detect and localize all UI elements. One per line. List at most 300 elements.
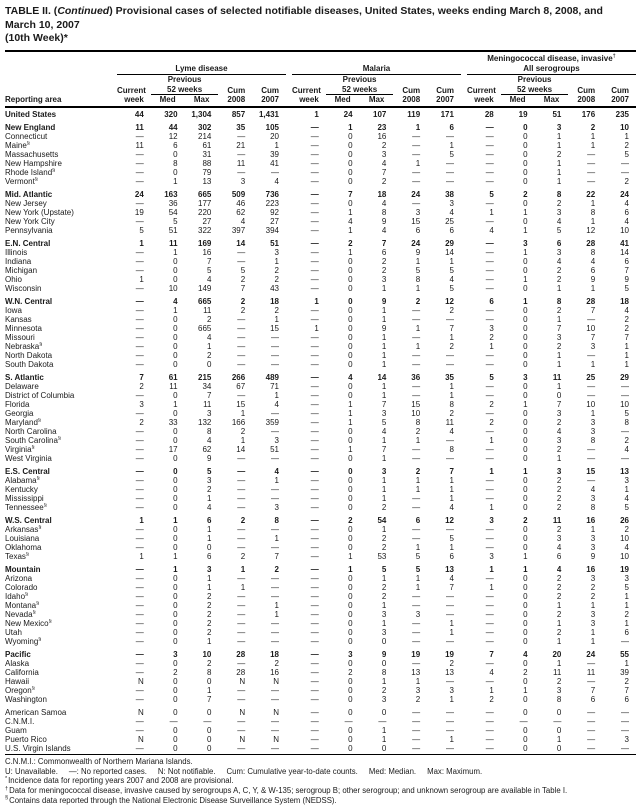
value-cell: 0: [173, 636, 178, 646]
table-row: [5, 315, 636, 324]
footnote-cnmi: C.N.M.I.: Commonwealth of Northern Mariana Islands.: [5, 756, 193, 766]
value-cell: 2: [523, 189, 528, 199]
value-cell: 0: [348, 350, 353, 360]
reporting-area-cell: New York City: [5, 216, 55, 226]
value-cell: —: [270, 725, 279, 735]
value-cell: —: [237, 466, 246, 476]
value-cell: —: [310, 582, 319, 592]
value-cell: 1: [556, 359, 562, 369]
value-cell: 51: [535, 107, 569, 119]
value-cell: 0: [173, 658, 178, 668]
value-cell: —: [485, 350, 494, 360]
value-cell: 71: [270, 381, 279, 391]
table-row: [5, 744, 636, 755]
reporting-area-cell: District of Columbia: [5, 390, 75, 400]
value-cell: 1: [274, 314, 279, 324]
value-cell: 1: [274, 600, 279, 610]
footnote-marked-lines: [5, 776, 636, 805]
table-row: [5, 248, 636, 257]
table-row: [5, 293, 636, 306]
value-cell: 7: [449, 582, 454, 592]
value-cell: 4: [449, 426, 454, 436]
value-cell: —: [485, 176, 494, 186]
value-cell: 3: [590, 618, 596, 628]
footnote-abbrev-item: Cum: Cumulative year-to-date counts.: [226, 766, 358, 776]
table-row: [5, 601, 636, 610]
value-cell: —: [485, 636, 494, 646]
value-cell: —: [310, 658, 319, 668]
value-cell: 2: [556, 609, 562, 619]
value-cell: —: [270, 493, 279, 503]
value-cell: —: [412, 627, 421, 637]
value-cell: 2: [381, 176, 387, 186]
value-cell: 19: [411, 649, 421, 659]
value-cell: 2: [556, 149, 562, 159]
value-cell: 0: [348, 725, 353, 735]
value-cell: 119: [393, 107, 427, 119]
value-cell: 4: [274, 176, 279, 186]
table-row: [5, 168, 636, 177]
value-cell: 1: [449, 484, 454, 494]
value-cell: 3: [173, 649, 178, 659]
value-cell: —: [310, 417, 319, 427]
value-cell: 8: [590, 435, 596, 445]
value-cell: 2: [556, 198, 562, 208]
value-cell: 16: [202, 247, 212, 257]
value-cell: 8: [556, 296, 562, 306]
value-cell: 665: [198, 323, 212, 333]
value-cell: —: [485, 247, 494, 257]
value-cell: 1: [381, 475, 387, 485]
value-cell: 3: [624, 734, 629, 744]
table-row: [5, 427, 636, 436]
value-cell: 0: [523, 359, 528, 369]
value-cell: 5: [489, 372, 494, 382]
value-cell: 0: [348, 296, 353, 306]
value-cell: 1: [415, 484, 421, 494]
value-cell: 0: [523, 582, 528, 592]
value-cell: 1: [523, 551, 528, 561]
value-cell: —: [237, 131, 246, 141]
value-cell: 61: [202, 140, 212, 150]
value-cell: N: [273, 707, 279, 717]
value-cell: —: [587, 716, 596, 726]
value-cell: —: [310, 600, 319, 610]
value-cell: 3: [381, 408, 387, 418]
value-cell: 13: [411, 667, 421, 677]
value-cell: —: [587, 725, 596, 735]
value-cell: 0: [173, 685, 178, 695]
value-cell: 1: [173, 247, 178, 257]
reporting-area-cell: Illinois: [5, 247, 28, 257]
value-cell: 4: [624, 493, 629, 503]
value-cell: 10: [620, 533, 629, 543]
value-cell: 0: [326, 744, 360, 755]
value-cell: 7: [348, 189, 353, 199]
value-cell: 2: [556, 676, 562, 686]
value-cell: 0: [523, 426, 528, 436]
value-cell: 1: [274, 140, 279, 150]
value-cell: 5: [415, 564, 421, 574]
value-cell: 2: [206, 658, 212, 668]
value-cell: —: [485, 167, 494, 177]
value-cell: —: [237, 453, 246, 463]
value-cell: —: [485, 158, 494, 168]
reporting-area-cell: Kentucky: [5, 484, 38, 494]
value-cell: 4: [206, 274, 212, 284]
value-cell: 302: [198, 122, 212, 132]
value-cell: —: [310, 484, 319, 494]
value-cell: 2: [624, 176, 629, 186]
value-cell: —: [445, 167, 454, 177]
value-cell: 0: [523, 609, 528, 619]
value-cell: —: [445, 359, 454, 369]
value-cell: N: [273, 676, 279, 686]
value-cell: 2: [206, 591, 212, 601]
value-cell: 0: [173, 694, 178, 704]
value-cell: 0: [173, 725, 178, 735]
value-cell: N: [138, 676, 144, 686]
value-cell: 4: [449, 573, 454, 583]
value-cell: 2: [240, 274, 246, 284]
previous-52-weeks-header: Previous 52 weeks: [326, 75, 394, 95]
value-cell: 28: [586, 296, 596, 306]
value-cell: 29: [445, 238, 454, 248]
value-cell: —: [270, 591, 279, 601]
value-cell: 6: [449, 225, 454, 235]
value-cell: —: [310, 609, 319, 619]
value-cell: 0: [523, 283, 528, 293]
value-cell: —: [445, 676, 454, 686]
table-row: [5, 574, 636, 583]
value-cell: 0: [173, 533, 178, 543]
value-cell: 1: [139, 238, 144, 248]
value-cell: —: [310, 158, 319, 168]
value-cell: 8: [590, 207, 596, 217]
value-cell: 11: [586, 667, 596, 677]
value-cell: —: [485, 359, 494, 369]
value-cell: 1: [348, 551, 353, 561]
value-cell: 0: [523, 524, 528, 534]
value-cell: 11: [552, 372, 562, 382]
value-cell: 2: [556, 484, 562, 494]
reporting-area-cell: Wyoming§: [5, 636, 42, 646]
value-cell: 3: [590, 417, 596, 427]
value-cell: 2: [206, 314, 212, 324]
value-cell: 0: [173, 609, 178, 619]
value-cell: 11: [203, 399, 212, 409]
value-cell: —: [135, 533, 144, 543]
value-cell: —: [310, 314, 319, 324]
footnote-abbrev-item: —: No reported cases.: [68, 766, 147, 776]
value-cell: 4: [556, 256, 562, 266]
value-cell: 1: [415, 542, 421, 552]
reporting-area-cell: Iowa: [5, 305, 22, 315]
footnote-abbrev-item: U: Unavailable.: [5, 766, 58, 776]
value-cell: —: [412, 305, 421, 315]
value-cell: —: [135, 305, 144, 315]
value-cell: 0: [523, 533, 528, 543]
value-cell: —: [310, 466, 319, 476]
value-cell: 4: [381, 198, 387, 208]
table-row: [5, 235, 636, 248]
value-cell: —: [135, 216, 144, 226]
previous-52-weeks-header: Previous 52 weeks: [501, 75, 569, 95]
value-cell: 1: [381, 283, 387, 293]
value-cell: 28: [467, 107, 501, 119]
value-cell: 0: [348, 502, 353, 512]
value-cell: 6: [624, 256, 629, 266]
value-cell: —: [270, 426, 279, 436]
value-cell: —: [621, 453, 629, 463]
value-cell: 28: [236, 649, 246, 659]
value-cell: —: [135, 685, 144, 695]
value-cell: 2: [556, 524, 562, 534]
value-cell: 0: [523, 332, 528, 342]
reporting-area-cell: Oklahoma: [5, 542, 42, 552]
value-cell: 6: [556, 551, 562, 561]
value-cell: 0: [523, 725, 528, 735]
value-cell: —: [587, 167, 596, 177]
value-cell: —: [412, 359, 421, 369]
value-cell: —: [270, 618, 279, 628]
value-cell: 3: [415, 609, 421, 619]
reporting-area-cell: New Hampshire: [5, 158, 62, 168]
value-cell: —: [310, 627, 319, 637]
table-row: [5, 726, 636, 735]
table-row: [5, 159, 636, 168]
value-cell: 0: [348, 600, 353, 610]
value-cell: —: [310, 207, 319, 217]
value-cell: 22: [586, 189, 596, 199]
value-cell: 0: [348, 176, 353, 186]
value-cell: 2: [556, 475, 562, 485]
value-cell: 1: [556, 158, 562, 168]
value-cell: 0: [173, 341, 178, 351]
value-cell: —: [485, 609, 494, 619]
value-cell: 2: [381, 542, 387, 552]
value-cell: 0: [348, 426, 353, 436]
value-cell: —: [135, 158, 144, 168]
table-body: [5, 107, 636, 755]
table-row: [5, 141, 636, 150]
value-cell: 1: [624, 131, 629, 141]
footnote-line: †Data for meningococcal disease, invasive caused by serogroups A, C, Y, & W-135; serogroup B; other serogroup; and unknown serogroup are available in Table I.: [5, 785, 568, 796]
med-header: Med: [334, 95, 351, 105]
value-cell: 19: [501, 107, 535, 119]
value-cell: 0: [173, 426, 178, 436]
value-cell: 1: [173, 305, 178, 315]
value-cell: —: [344, 716, 353, 726]
table-header: [5, 51, 636, 107]
value-cell: 223: [265, 198, 279, 208]
value-cell: 1: [556, 131, 562, 141]
value-cell: 1: [523, 685, 528, 695]
value-cell: 1: [449, 734, 454, 744]
value-cell: —: [445, 716, 454, 726]
reporting-area-cell: Nevada§: [5, 609, 36, 619]
value-cell: 7: [240, 283, 246, 293]
value-cell: 14: [236, 238, 246, 248]
value-cell: 0: [173, 676, 178, 686]
value-cell: 132: [198, 417, 212, 427]
value-cell: 1: [274, 475, 279, 485]
value-cell: —: [412, 198, 421, 208]
reporting-area-cell: Arizona: [5, 573, 33, 583]
value-cell: 7: [590, 305, 596, 315]
value-cell: 4: [489, 667, 494, 677]
table-row: [5, 333, 636, 342]
value-cell: 5: [415, 551, 421, 561]
current-week-header: Current week: [117, 85, 146, 105]
value-cell: 0: [173, 323, 178, 333]
value-cell: —: [310, 636, 319, 646]
reporting-area-cell: North Dakota: [5, 350, 53, 360]
value-cell: 1: [348, 207, 353, 217]
value-cell: 14: [620, 247, 629, 257]
value-cell: 6: [449, 122, 454, 132]
value-cell: —: [412, 176, 421, 186]
value-cell: 0: [206, 707, 212, 717]
value-cell: —: [485, 618, 494, 628]
table-row: [5, 552, 636, 561]
value-cell: 3: [556, 435, 562, 445]
value-cell: 0: [173, 493, 178, 503]
value-cell: 0: [173, 390, 178, 400]
value-cell: —: [310, 676, 319, 686]
value-cell: 5: [173, 216, 178, 226]
table-row: [5, 695, 636, 704]
value-cell: —: [135, 609, 144, 619]
value-cell: 397: [231, 225, 246, 235]
value-cell: 2: [556, 417, 562, 427]
value-cell: 1: [348, 408, 353, 418]
value-cell: 29: [620, 372, 629, 382]
value-cell: 0: [173, 484, 178, 494]
value-cell: —: [445, 350, 454, 360]
value-cell: —: [445, 314, 454, 324]
value-cell: —: [310, 372, 319, 382]
value-cell: —: [485, 533, 494, 543]
value-cell: —: [485, 381, 494, 391]
value-cell: 1: [381, 381, 387, 391]
value-cell: 1: [489, 341, 494, 351]
value-cell: 3: [556, 122, 562, 132]
value-cell: 1: [556, 314, 562, 324]
value-cell: 0: [173, 600, 178, 610]
reporting-area-cell: Pacific: [5, 649, 31, 659]
value-cell: 67: [236, 381, 246, 391]
value-cell: 3: [381, 466, 387, 476]
value-cell: 0: [523, 167, 528, 177]
value-cell: —: [485, 524, 494, 534]
value-cell: 0: [348, 453, 353, 463]
reporting-area-cell: Florida: [5, 399, 30, 409]
value-cell: 1: [206, 493, 212, 503]
value-cell: 7: [381, 399, 387, 409]
value-cell: 0: [348, 435, 353, 445]
value-cell: 0: [348, 341, 353, 351]
value-cell: —: [412, 314, 421, 324]
value-cell: —: [135, 667, 144, 677]
value-cell: 4: [556, 426, 562, 436]
value-cell: 1,304: [185, 107, 219, 119]
value-cell: 1: [381, 332, 387, 342]
value-cell: 3: [206, 408, 212, 418]
value-cell: 2: [590, 582, 596, 592]
reporting-area-cell: E.S. Central: [5, 466, 50, 476]
value-cell: —: [237, 694, 246, 704]
value-cell: —: [412, 600, 421, 610]
value-cell: 7: [206, 694, 212, 704]
value-cell: 10: [620, 225, 629, 235]
value-cell: 1: [240, 435, 246, 445]
value-cell: —: [412, 725, 421, 735]
value-cell: 2: [274, 265, 279, 275]
value-cell: 1: [415, 122, 421, 132]
value-cell: 8: [415, 417, 421, 427]
value-cell: —: [412, 493, 421, 503]
value-cell: —: [270, 573, 279, 583]
value-cell: 0: [523, 694, 528, 704]
value-cell: —: [485, 314, 494, 324]
value-cell: 0: [173, 149, 178, 159]
value-cell: 0: [523, 658, 528, 668]
value-cell: —: [310, 725, 319, 735]
reporting-area-cell: Mississippi: [5, 493, 44, 503]
value-cell: 1: [590, 408, 596, 418]
value-cell: 107: [360, 107, 394, 119]
value-cell: —: [135, 591, 144, 601]
value-cell: 2: [348, 667, 353, 677]
table-row: [5, 177, 636, 186]
value-cell: 0: [348, 475, 353, 485]
value-cell: 0: [348, 140, 353, 150]
value-cell: 2: [449, 341, 454, 351]
value-cell: 0: [348, 323, 353, 333]
value-cell: 1: [489, 207, 494, 217]
value-cell: 3: [274, 435, 279, 445]
value-cell: —: [485, 707, 494, 717]
value-cell: 7: [206, 390, 212, 400]
value-cell: N: [273, 734, 279, 744]
value-cell: —: [310, 573, 319, 583]
value-cell: 2: [624, 323, 629, 333]
value-cell: —: [310, 122, 319, 132]
value-cell: 1: [590, 524, 596, 534]
value-cell: —: [135, 564, 144, 574]
value-cell: 4: [274, 466, 279, 476]
value-cell: N: [138, 734, 144, 744]
table-title: [5, 5, 636, 46]
value-cell: 1: [556, 618, 562, 628]
value-cell: —: [135, 484, 144, 494]
value-cell: 6: [624, 694, 629, 704]
value-cell: 0: [348, 524, 353, 534]
value-cell: 24: [411, 238, 421, 248]
value-cell: —: [237, 725, 246, 735]
value-cell: 1: [348, 122, 353, 132]
value-cell: —: [412, 453, 421, 463]
value-cell: 1: [381, 734, 387, 744]
value-cell: 6: [415, 515, 421, 525]
value-cell: 5: [489, 189, 494, 199]
value-cell: 2: [590, 591, 596, 601]
value-cell: 4: [206, 502, 212, 512]
table-row: [5, 369, 636, 382]
value-cell: 0: [523, 453, 528, 463]
value-cell: 0: [523, 140, 528, 150]
